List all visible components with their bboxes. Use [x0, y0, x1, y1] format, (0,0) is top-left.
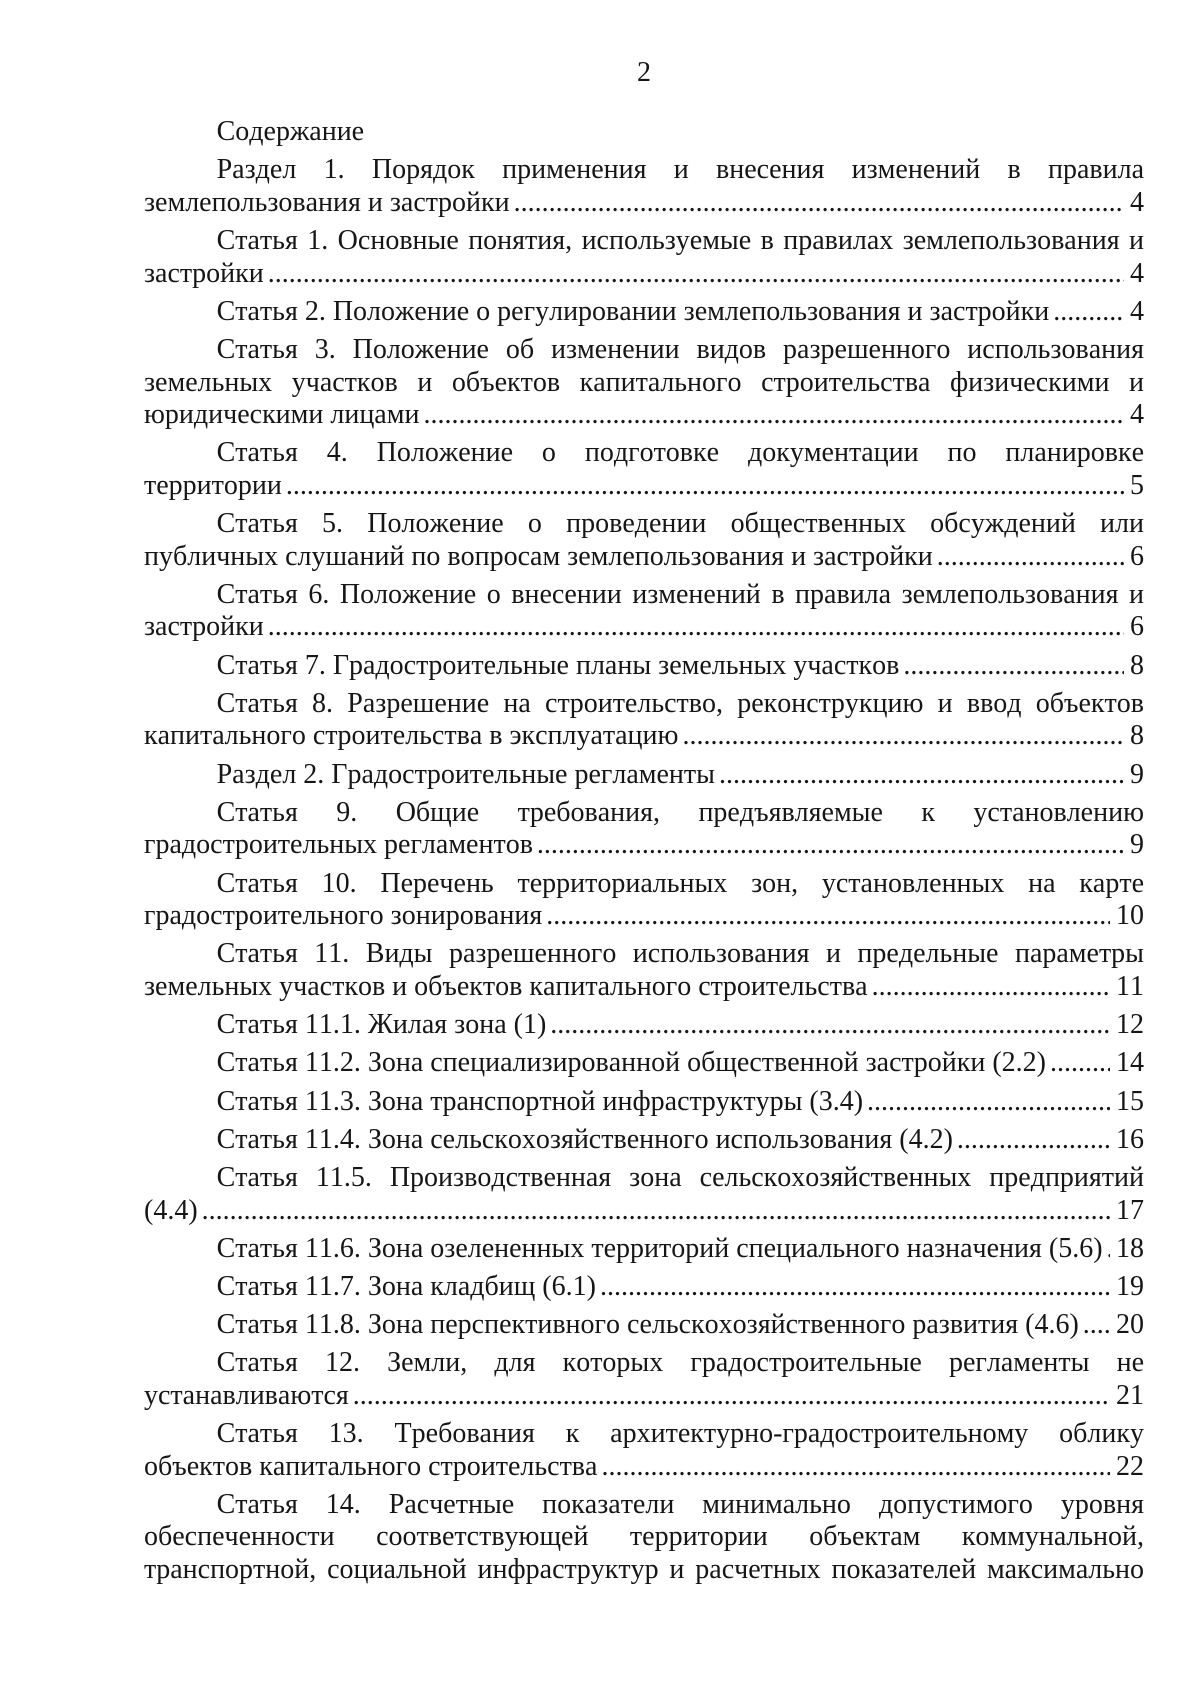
toc-entry-last-line — [144, 470, 1144, 503]
toc-entry-line: Статья 14. Расчетные показатели минимально допустимого уровня — [216, 1488, 1144, 1520]
dot-leader — [937, 541, 1124, 574]
dot-leader — [682, 720, 1124, 753]
toc-heading: Содержание — [216, 116, 365, 147]
toc-entry — [144, 688, 1144, 753]
toc-entry-last-line — [144, 1009, 1144, 1042]
toc-entry — [144, 1124, 1144, 1157]
toc-entry — [144, 868, 1144, 933]
toc-entry-text: Статья 2. Положение о регулировании землепользования и застройки — [216, 295, 1050, 327]
toc-page-number: 4 — [1130, 295, 1144, 327]
toc-entry-text: капитального строительства в эксплуатацию — [144, 720, 679, 752]
toc-entry-text: объектов капитального строительства — [144, 1450, 598, 1482]
toc-entry-line: Статья 11.5. Производственная зона сельскохозяйственных предприятий — [216, 1161, 1144, 1193]
toc-page-number: 4 — [1130, 399, 1144, 431]
toc-entry — [144, 508, 1144, 573]
toc-entry — [144, 1162, 1144, 1227]
toc-entry — [144, 1047, 1144, 1080]
toc-page-number: 4 — [1130, 186, 1144, 218]
toc-page-number: 5 — [1130, 469, 1144, 501]
toc-entry-text: Статья 11.2. Зона специализированной общественной застройки (2.2) — [216, 1047, 1046, 1079]
toc-entry-text: Статья 11.1. Жилая зона (1) — [216, 1009, 547, 1041]
toc-entry — [144, 938, 1144, 1003]
dot-leader — [1083, 1309, 1110, 1342]
dot-leader — [286, 470, 1124, 503]
toc-entry-line: Статья 1. Основные понятия, используемые в правилах землепользования и — [216, 224, 1144, 256]
toc-entry — [144, 334, 1144, 432]
toc-entry-last-line — [144, 759, 1144, 792]
toc-page-number: 4 — [1130, 257, 1144, 289]
toc-entry-last-line — [144, 296, 1144, 329]
toc-entry-text: застройки — [144, 257, 264, 289]
toc-entry-line: земельных участков и объектов капитального строительства физическими и — [144, 366, 1144, 398]
toc-entry-last-line — [144, 1195, 1144, 1228]
dot-leader — [353, 1380, 1110, 1413]
toc-page-number: 20 — [1116, 1309, 1144, 1341]
dot-leader — [867, 1086, 1110, 1119]
toc-entry — [144, 296, 1144, 329]
toc-entry-text: территории — [144, 469, 282, 501]
dot-leader — [903, 650, 1124, 683]
toc-entry-text: Статья 11.6. Зона озелененных территорий специального назначения (5.6) — [216, 1232, 1103, 1264]
toc-page-number: 12 — [1116, 1009, 1144, 1041]
toc-entry-line: Статья 11. Виды разрешенного использования и предельные параметры — [216, 938, 1144, 970]
toc-entry-last-line — [144, 1451, 1144, 1484]
toc-page-number: 10 — [1116, 900, 1144, 932]
toc-entry-line: Статья 6. Положение о внесении изменений в правила землепользования и — [216, 578, 1144, 610]
toc-entry-last-line — [144, 611, 1144, 644]
toc-entry-last-line — [144, 720, 1144, 753]
dot-leader — [423, 399, 1124, 432]
toc-page-number: 6 — [1130, 540, 1144, 572]
toc-entry-line: Раздел 1. Порядок применения и внесения изменений в правила — [216, 154, 1144, 186]
toc-entry — [144, 650, 1144, 683]
toc-entry-last-line — [144, 1380, 1144, 1413]
toc-entry-text: градостроительных регламентов — [144, 829, 533, 861]
dot-leader — [600, 1271, 1110, 1304]
dot-leader — [957, 1124, 1110, 1157]
toc-entry-text: Статья 11.4. Зона сельскохозяйственного использования (4.2) — [216, 1123, 953, 1155]
toc-entry-text: Статья 11.8. Зона перспективного сельскохозяйственного развития (4.6) — [216, 1309, 1079, 1341]
dot-leader — [1107, 1233, 1110, 1266]
toc-page-number: 9 — [1130, 829, 1144, 861]
toc-page-number: 8 — [1130, 720, 1144, 752]
toc-entry-text: Раздел 2. Градостроительные регламенты — [216, 758, 715, 790]
toc-entry — [144, 797, 1144, 862]
toc-entry — [144, 1009, 1144, 1042]
dot-leader — [514, 187, 1124, 220]
toc-entry-text: публичных слушаний по вопросам землепользования и застройки — [144, 540, 933, 572]
toc-entry-last-line — [144, 829, 1144, 862]
toc-page-number: 14 — [1116, 1047, 1144, 1079]
toc-entry — [144, 1233, 1144, 1266]
toc-entry — [144, 1309, 1144, 1342]
dot-leader — [546, 900, 1110, 933]
toc-entry-line: Статья 9. Общие требования, предъявляемые к установлению — [216, 796, 1144, 828]
toc-entry-last-line — [144, 1233, 1144, 1266]
toc-entry-line: Статья 10. Перечень территориальных зон, установленных на карте — [216, 867, 1144, 899]
toc-page-number: 16 — [1116, 1123, 1144, 1155]
toc-entry-last-line — [144, 1086, 1144, 1119]
toc-entry-text: землепользования и застройки — [144, 186, 510, 218]
toc-page-number: 15 — [1116, 1085, 1144, 1117]
toc-entry-last-line — [144, 900, 1144, 933]
toc-entry-line: Статья 8. Разрешение на строительство, реконструкцию и ввод объектов — [216, 687, 1144, 719]
toc-entry-last-line — [144, 1309, 1144, 1342]
toc-entry-last-line — [144, 971, 1144, 1004]
toc-page-number: 9 — [1130, 758, 1144, 790]
dot-leader — [268, 258, 1124, 291]
toc-entry-last-line — [144, 650, 1144, 683]
toc-page-number: 18 — [1116, 1232, 1144, 1264]
dot-leader — [537, 829, 1124, 862]
toc-entry-line: Статья 5. Положение о проведении общественных обсуждений или — [216, 508, 1144, 540]
table-of-contents — [144, 116, 1144, 1592]
toc-entry — [144, 1086, 1144, 1119]
toc-entry-line: Статья 13. Требования к архитектурно-градостроительному облику — [216, 1418, 1144, 1450]
toc-entry-last-line — [144, 399, 1144, 432]
toc-entry-last-line — [144, 1047, 1144, 1080]
toc-entry — [144, 759, 1144, 792]
toc-entry-last-line — [144, 541, 1144, 574]
toc-entry-last-line — [144, 258, 1144, 291]
toc-page-number: 6 — [1130, 611, 1144, 643]
toc-entry-line: транспортной, социальной инфраструктур и расчетных показателей максимально — [144, 1554, 1144, 1585]
toc-entry — [144, 225, 1144, 290]
toc-entry — [144, 1489, 1144, 1587]
toc-entry-text: градостроительного зонирования — [144, 900, 543, 932]
toc-entry-last-line — [144, 187, 1144, 220]
toc-entry — [144, 154, 1144, 219]
page-number: 2 — [637, 57, 651, 88]
dot-leader — [1053, 296, 1124, 329]
toc-entry-line: Статья 12. Земли, для которых градостроительные регламенты не — [216, 1347, 1144, 1379]
toc-entry-text: (4.4) — [144, 1194, 198, 1226]
dot-leader — [202, 1195, 1110, 1228]
dot-leader — [268, 611, 1124, 644]
toc-entry — [144, 437, 1144, 502]
toc-entry-text: Статья 11.3. Зона транспортной инфраструктуры (3.4) — [216, 1085, 864, 1117]
dot-leader — [550, 1009, 1110, 1042]
toc-entry-line: обеспеченности соответствующей территории объектам коммунальной, — [144, 1521, 1144, 1553]
toc-entry-text: устанавливаются — [144, 1379, 349, 1411]
dot-leader — [1050, 1047, 1110, 1080]
toc-entry — [144, 1271, 1144, 1304]
dot-leader — [719, 759, 1124, 792]
toc-entry-text: Статья 7. Градостроительные планы земельных участков — [216, 649, 900, 681]
toc-page-number: 8 — [1130, 649, 1144, 681]
toc-page-number: 21 — [1116, 1379, 1144, 1411]
toc-entry-line: Статья 3. Положение об изменении видов разрешенного использования — [216, 333, 1144, 365]
toc-entry-text: Статья 11.7. Зона кладбищ (6.1) — [216, 1270, 596, 1302]
toc-page-number: 19 — [1116, 1270, 1144, 1302]
toc-entry-last-line — [144, 1124, 1144, 1157]
toc-entry — [144, 579, 1144, 644]
toc-entry — [144, 1347, 1144, 1412]
toc-entry-last-line — [144, 1271, 1144, 1304]
toc-page-number: 11 — [1116, 970, 1144, 1002]
toc-page-number: 17 — [1116, 1194, 1144, 1226]
toc-entry-text: земельных участков и объектов капитального строительства — [144, 970, 868, 1002]
toc-entry-text: застройки — [144, 611, 264, 643]
toc-entry-text: юридическими лицами — [144, 399, 420, 431]
toc-entry-line: Статья 4. Положение о подготовке документации по планировке — [216, 437, 1144, 469]
toc-entry — [144, 1418, 1144, 1483]
toc-page-number: 22 — [1116, 1450, 1144, 1482]
dot-leader — [601, 1451, 1110, 1484]
dot-leader — [872, 971, 1110, 1004]
